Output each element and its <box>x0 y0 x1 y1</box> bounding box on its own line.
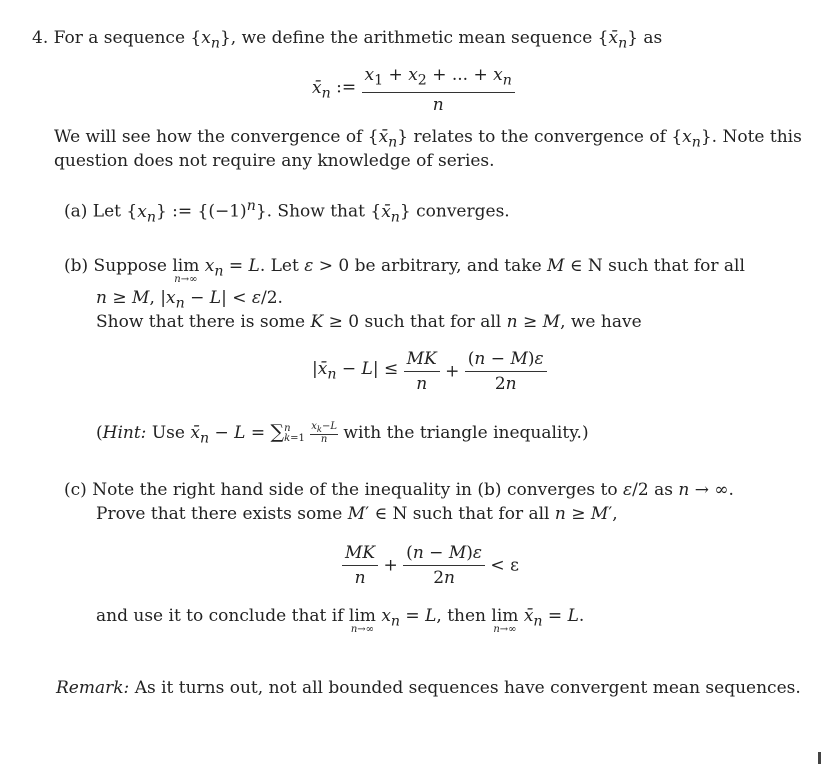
part-b-line-1: (b) Suppose lim n→∞ $x_n = L$. Let ε > 0 be arbitrary, and take M ∈ N such that for all <box>64 256 745 285</box>
part-c-label: (c) <box>64 480 87 500</box>
part-b-label: (b) <box>64 256 89 276</box>
text-cursor <box>818 752 821 764</box>
remark-text: As it turns out, not all bounded sequences have convergent mean sequences. <box>134 678 801 698</box>
hint-tail: with the triangle inequality.) <box>343 423 589 443</box>
problem-number: 4. <box>32 28 49 48</box>
remark <box>56 678 801 698</box>
part-a-label: (a) <box>64 201 88 222</box>
inequality-fraction-1: $\frac{MK}{n}$ <box>404 350 440 393</box>
part-c-conclusion: and use it to conclude that if lim n→∞ $x_n = L$, then lim n→∞ $x̄_n = L$. <box>96 606 585 635</box>
c-fraction-2: $\frac{(n - M)\varepsilon}{2n}$ <box>403 544 485 587</box>
c-rhs: < ε <box>490 555 519 576</box>
paragraph-line-2: question does not require any knowledge of series. <box>54 151 495 171</box>
hint-label: Hint: <box>102 423 147 443</box>
part-b-hint: (Hint: Use $x̄_n - L$ = ∑ n k=1 $\frac{x_k-L}{n}$ with the triangle inequality.) <box>96 421 589 447</box>
remark-label: Remark: <box>56 678 130 698</box>
part-b-inequality: $|x̄_n - L|$ ≤ $\frac{MK}{n}$ + $\frac{(n - M)\varepsilon}{2n}$ <box>312 350 547 393</box>
part-c-line-1: (c) Note the right hand side of the inequality in (b) converges to ε/2 as n → ∞. <box>64 480 734 500</box>
part-a: (a) Let $\{x_n\}$ := $\{(-1)^n\}$. Show that $\{x̄_n\}$ converges. <box>64 198 510 226</box>
part-c-line-2: Prove that there exists some M′ ∈ N such that for all n ≥ M′, <box>96 504 618 524</box>
part-b-line-3: Show that there is some K ≥ 0 such that for all n ≥ M, we have <box>96 312 642 332</box>
definition-equation: $x̄_n$ := $\frac{x_1 + x_2 + ... + x_n}{n}$ <box>312 66 515 114</box>
inequality-fraction-2: $\frac{(n - M)\varepsilon}{2n}$ <box>465 350 547 393</box>
c-fraction-1: $\frac{MK}{n}$ <box>342 544 378 587</box>
definition-fraction: $\frac{x_1 + x_2 + ... + x_n}{n}$ <box>362 66 515 114</box>
part-b-line-2: n ≥ M, $|x_n - L| < \varepsilon/2$. <box>96 288 283 312</box>
part-c-inequality: $\frac{MK}{n}$ + $\frac{(n - M)\varepsilon}{2n}$ < ε <box>342 544 519 587</box>
problem-intro: 4. For a sequence $\{x_n\}$, we define the arithmetic mean sequence $\{x̄_n\}$ as <box>32 28 663 52</box>
paragraph-line-1: We will see how the convergence of $\{x̄_n\}$ relates to the convergence of $\{x_n\}$. Note this <box>54 127 802 151</box>
